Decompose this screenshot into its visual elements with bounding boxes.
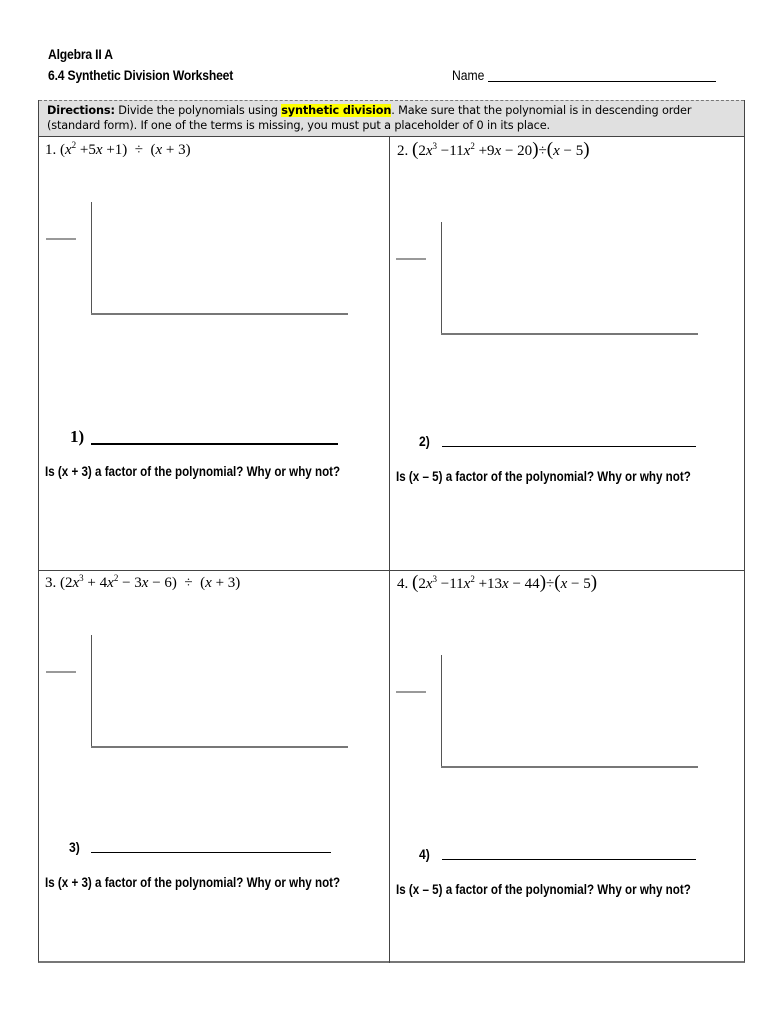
problem-4-expression: 4. $(2x^3 -11x^2 +13x - 44)\div(x - 5)$ [397,572,598,593]
problem-2-expression: 2. $(2x^3 -11x^2 +9x - 20)\div(x - 5)$ [397,139,590,160]
worksheet-title: 6.4 Synthetic Division Worksheet [48,68,234,83]
answer-4-field[interactable] [442,859,696,860]
directions-box [39,100,744,137]
directions-text-after: . Make sure that the polynomial is in descending order (standard form). If one of the terms is missing, you must put a placeholder of 0 in its place. [47,104,692,132]
answer-3-field[interactable] [91,852,331,853]
problem-4-divisor-blank[interactable] [396,691,426,693]
directions-text-before: Divide the polynomials using [114,104,282,117]
problem-2-division-baseline [441,333,698,335]
row-divider [39,570,744,571]
answer-4-label: 4) [419,847,430,862]
answer-3-label: 3) [69,840,80,855]
problem-3-divisor-blank[interactable] [46,671,76,673]
problem-4-division-baseline [441,766,698,768]
question-3: Is (x + 3) a factor of the polynomial? Why or why not? [45,875,341,890]
problem-1-division-baseline [91,313,348,315]
question-4: Is (x – 5) a factor of the polynomial? Why or why not? [396,882,691,897]
answer-1-label: 1) [70,427,85,446]
name-label: Name [452,68,485,83]
directions-highlight: synthetic division [281,104,392,117]
question-2: Is (x – 5) a factor of the polynomial? Why or why not? [396,469,691,484]
problem-1-expression: 1. $(x^2 +5x +1) \div (x + 3)$ [45,140,191,158]
problem-4-division-bracket [441,655,442,767]
problem-3-division-baseline [91,746,348,748]
name-field[interactable] [488,81,716,82]
problem-3-expression: 3. $(2x^3 + 4x^2 - 3x - 6) \div (x + 3)$ [45,573,241,591]
course-title: Algebra II A [48,47,113,62]
problem-1-divisor-blank[interactable] [46,238,76,240]
problem-2-division-bracket [441,222,442,334]
answer-2-label: 2) [419,434,430,449]
directions-label: Directions: [47,104,115,117]
answer-2-field[interactable] [442,446,696,447]
problem-1-division-bracket [91,202,92,314]
question-1: Is (x + 3) a factor of the polynomial? Why or why not? [45,464,341,479]
problem-2-divisor-blank[interactable] [396,258,426,260]
answer-1-field[interactable] [91,443,338,445]
worksheet-table [38,100,745,963]
problem-3-division-bracket [91,635,92,747]
column-divider [389,137,390,963]
